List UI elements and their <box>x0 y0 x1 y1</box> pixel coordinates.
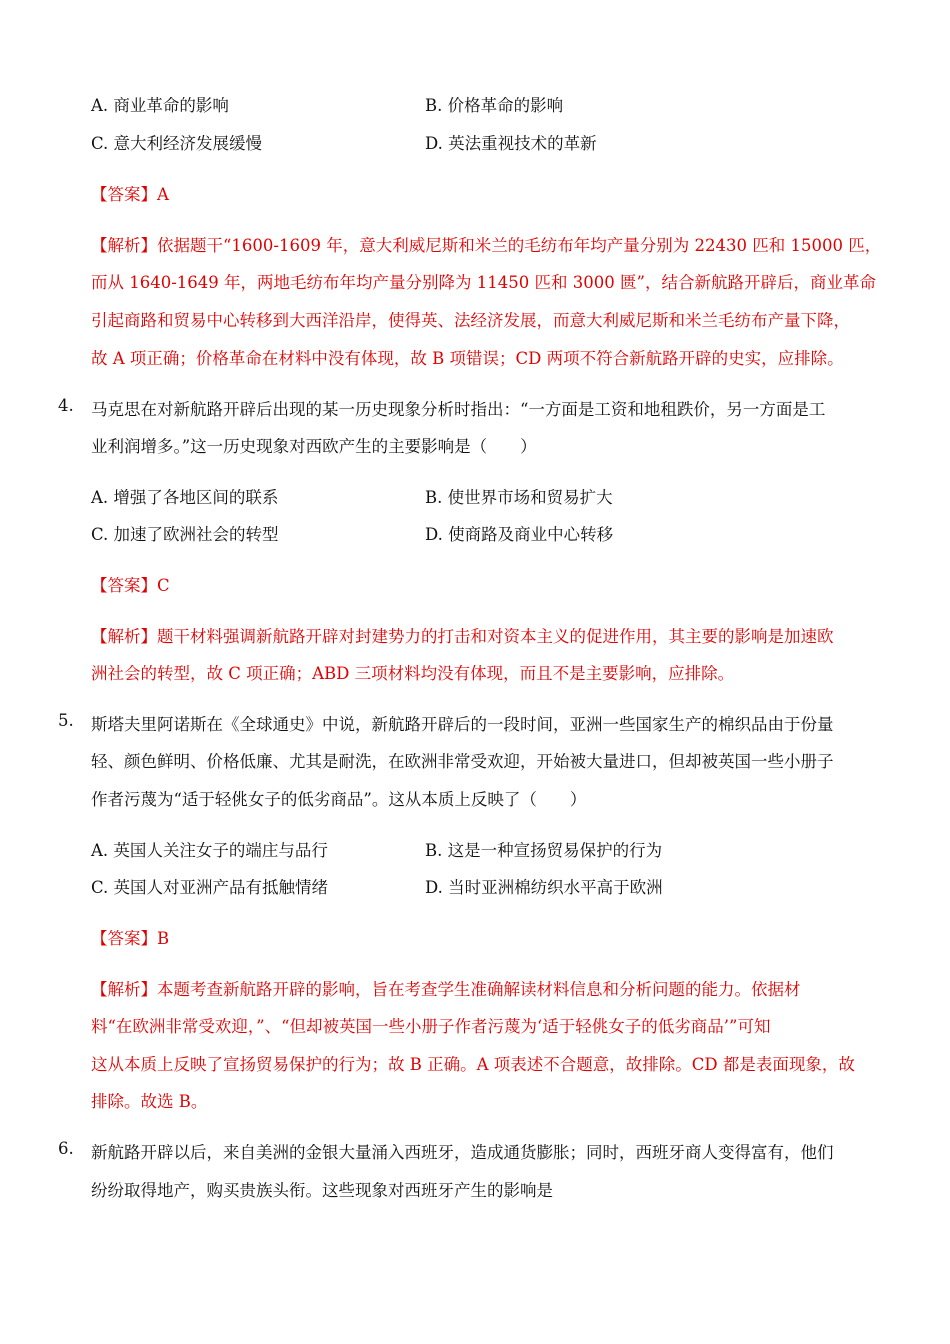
q5-option-d: D. 当时亚洲棉纺织水平高于欧洲 <box>425 878 663 897</box>
q4-answer: 【答案】C <box>91 576 170 595</box>
q5-answer: 【答案】B <box>91 929 170 948</box>
q4-option-d: D. 使商路及商业中心转移 <box>425 525 614 544</box>
q3-option-d: D. 英法重视技术的革新 <box>425 134 597 153</box>
q3-option-a: A. 商业革命的影响 <box>91 96 229 115</box>
q3-analysis-line: 故 A 项正确；价格革命在材料中没有体现，故 B 项错误；CD 两项不符合新航路开辟的史实，应排除。 <box>91 349 844 368</box>
q3-option-b: B. 价格革命的影响 <box>425 96 564 115</box>
q5-option-b: B. 这是一种宣扬贸易保护的行为 <box>425 841 663 860</box>
q5-number: 5. <box>58 711 74 730</box>
q4-analysis-line: 洲社会的转型，故 C 项正确；ABD 三项材料均没有体现，而且不是主要影响，应排除。 <box>91 664 735 683</box>
q5-stem-line: 作者污蔑为“适于轻佻女子的低劣商品”。这从本质上反映了（ ） <box>91 790 587 809</box>
q4-option-b: B. 使世界市场和贸易扩大 <box>425 488 613 507</box>
q4-number: 4. <box>58 396 74 415</box>
q5-analysis-line: 这从本质上反映了宣扬贸易保护的行为；故 B 正确。A 项表述不合题意，故排除。CD 都是表面现象，故 <box>91 1055 855 1074</box>
q4-option-c: C. 加速了欧洲社会的转型 <box>91 525 279 544</box>
q4-stem-line: 马克思在对新航路开辟后出现的某一历史现象分析时指出：“一方面是工资和地租跌价，另一方面是工 <box>91 400 826 419</box>
q5-stem-line: 轻、颜色鲜明、价格低廉、尤其是耐洗，在欧洲非常受欢迎，开始被大量进口，但却被英国一些小册子 <box>91 752 834 771</box>
q6-stem-line: 纷纷取得地产，购买贵族头衔。这些现象对西班牙产生的影响是 <box>91 1181 553 1200</box>
q5-analysis-line: 料“在欧洲非常受欢迎，”、“但却被英国一些小册子作者污蔑为‘适于轻佻女子的低劣商品’”可知 <box>91 1017 771 1036</box>
q5-analysis-line: 排除。故选 B。 <box>91 1092 208 1111</box>
q4-option-a: A. 增强了各地区间的联系 <box>91 488 279 507</box>
q5-option-c: C. 英国人对亚洲产品有抵触情绪 <box>91 878 329 897</box>
q6-stem-line: 新航路开辟以后，来自美洲的金银大量涌入西班牙，造成通货膨胀；同时，西班牙商人变得富有，他们 <box>91 1143 834 1162</box>
q5-stem-line: 斯塔夫里阿诺斯在《全球通史》中说，新航路开辟后的一段时间，亚洲一些国家生产的棉织品由于份量 <box>91 715 834 734</box>
q6-number: 6. <box>58 1139 74 1158</box>
q4-stem-line: 业利润增多。”这一历史现象对西欧产生的主要影响是（ ） <box>91 437 537 456</box>
q3-option-c: C. 意大利经济发展缓慢 <box>91 134 263 153</box>
q3-analysis-line: 【解析】依据题干“1600-1609 年，意大利威尼斯和米兰的毛纺布年均产量分别为 22430 匹和 15000 匹， <box>91 236 882 255</box>
q3-analysis-line: 而从 1640-1649 年，两地毛纺布年均产量分别降为 11450 匹和 3000 匮”，结合新航路开辟后，商业革命 <box>91 273 876 292</box>
q5-option-a: A. 英国人关注女子的端庄与品行 <box>91 841 328 860</box>
q4-analysis-line: 【解析】题干材料强调新航路开辟对封建势力的打击和对资本主义的促进作用，其主要的影响是加速欧 <box>91 627 834 646</box>
q3-analysis-line: 引起商路和贸易中心转移到大西洋沿岸，使得英、法经济发展，而意大利威尼斯和米兰毛纺布产量下降， <box>91 311 850 330</box>
q3-answer: 【答案】A <box>91 185 169 204</box>
q5-analysis-line: 【解析】本题考查新航路开辟的影响，旨在考查学生准确解读材料信息和分析问题的能力。依据材 <box>91 980 801 999</box>
